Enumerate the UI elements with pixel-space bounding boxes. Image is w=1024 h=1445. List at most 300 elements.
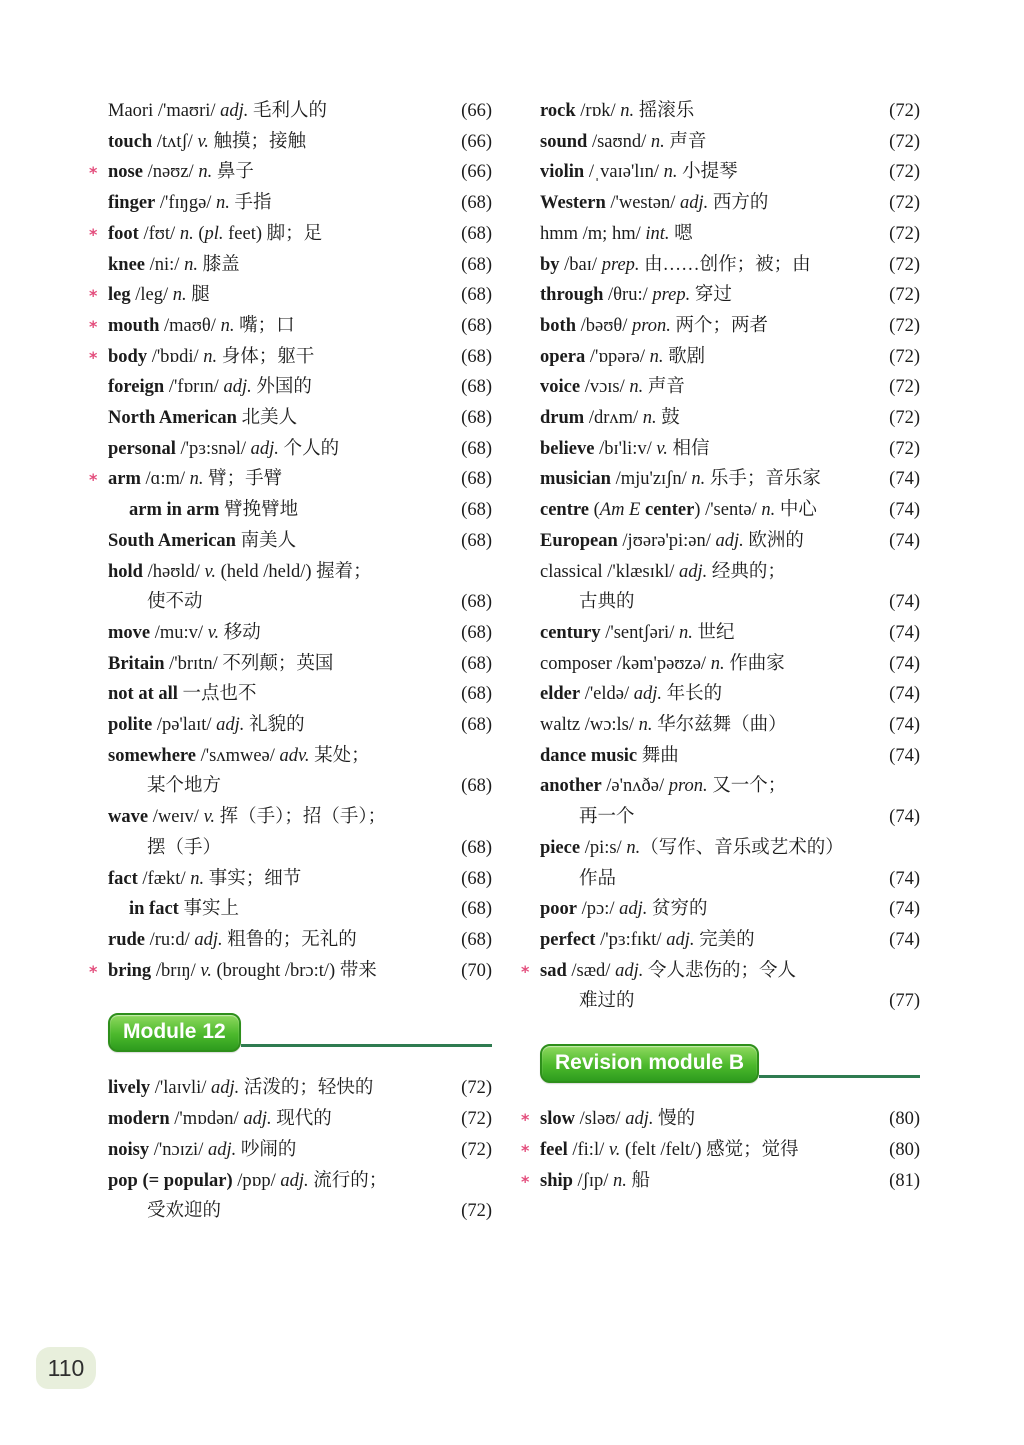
- entry-word: lively: [108, 1078, 151, 1099]
- entry-text: [108, 434, 339, 465]
- entry-phonetic: /leg/: [130, 285, 173, 306]
- entry-phonetic: /'eldə/: [580, 684, 634, 705]
- star-marker-icon: *: [521, 1110, 530, 1130]
- star-marker-icon: *: [89, 163, 98, 183]
- entry-phonetic: /'sʌmweə/: [196, 745, 280, 766]
- entry-text: [108, 342, 314, 373]
- entry-word: poor: [540, 899, 577, 920]
- vocab-entry: [540, 403, 920, 434]
- entry-text: [540, 127, 706, 158]
- entry-pos: adj.: [280, 1170, 309, 1191]
- vocab-entry: [108, 96, 492, 127]
- page-ref: (72): [889, 285, 920, 306]
- entry-word: feel: [540, 1139, 568, 1160]
- entry-phonetic: /baɪ/: [559, 254, 602, 275]
- entry-phonetic: /fi:l/: [567, 1139, 609, 1160]
- entry-text: [540, 372, 685, 403]
- entry-word: musician: [540, 469, 611, 490]
- entry-word: foot: [108, 223, 139, 244]
- entry-word: sad: [540, 960, 567, 981]
- entry-translation: 舞曲: [637, 745, 679, 766]
- vocab-entry: [540, 925, 920, 956]
- star-marker-icon: *: [521, 961, 530, 981]
- entry-word: believe: [540, 438, 595, 459]
- entry-translation: 北美人: [236, 408, 298, 429]
- vocab-entry: [108, 802, 492, 863]
- page-ref: (74): [889, 868, 920, 889]
- page-ref: (72): [889, 377, 920, 398]
- entry-text: [108, 1104, 332, 1135]
- entry-phonetic: /θru:/: [603, 285, 653, 306]
- vocab-entry: [540, 96, 920, 127]
- page-ref: (72): [461, 1201, 492, 1222]
- entry-text: [540, 618, 734, 649]
- entry-translation: 船: [626, 1170, 651, 1191]
- entry-word: foreign: [108, 377, 165, 398]
- entry-translation: 西方的: [708, 193, 769, 214]
- entry-word: center: [644, 500, 695, 521]
- vocab-entry: [108, 864, 492, 895]
- entry-translation: 某个地方: [147, 776, 222, 797]
- entry-phonetic: /kəm'pəʊzə/: [611, 653, 711, 674]
- vocab-entry: [89, 956, 492, 987]
- entry-pos: n.: [172, 285, 187, 306]
- page-ref: (72): [889, 315, 920, 336]
- vocab-entry: [89, 311, 492, 342]
- entry-translation: 感觉；觉得: [706, 1139, 799, 1160]
- entry-word: classical: [540, 561, 603, 582]
- page-ref: (68): [461, 776, 492, 797]
- entry-text: [540, 464, 821, 495]
- vocab-entry: [108, 925, 492, 956]
- entry-phonetic: (: [193, 223, 205, 244]
- entry-phonetic: (held /held/): [215, 561, 317, 582]
- vocab-entry: [108, 188, 492, 219]
- vocab-entry: [540, 649, 920, 680]
- entry-pos: n.: [184, 254, 198, 275]
- entry-pos: n.: [691, 469, 706, 490]
- entry-pos: v.: [207, 622, 220, 643]
- entry-phonetic: /ˌvaɪə'lɪn/: [584, 162, 664, 183]
- entry-text: [108, 157, 254, 188]
- entry-word: arm in arm: [129, 500, 220, 521]
- entry-text: [540, 96, 694, 127]
- page-number-chip: 110: [36, 1347, 96, 1389]
- entry-word: violin: [540, 162, 585, 183]
- entry-word: leg: [108, 285, 131, 306]
- entry-word: South American: [108, 530, 236, 551]
- entry-word: European: [540, 530, 618, 551]
- entry-text: [540, 894, 708, 925]
- entry-text: [540, 833, 844, 864]
- entry-text: [108, 219, 322, 250]
- entry-phonetic: /nəʊz/: [142, 162, 199, 183]
- vocab-entry: [108, 1166, 492, 1227]
- entry-word: composer: [540, 653, 612, 674]
- entry-text: [108, 710, 305, 741]
- entry-translation: 外国的: [251, 377, 312, 398]
- entry-text: [540, 956, 796, 987]
- vocab-entry: [540, 833, 920, 894]
- vocab-entry: [540, 434, 920, 465]
- entry-word: knee: [108, 254, 145, 275]
- entry-translation: 握着；: [316, 561, 372, 582]
- entry-pos: adj.: [715, 530, 744, 551]
- page-ref: (68): [461, 684, 492, 705]
- page-ref: (74): [889, 622, 920, 643]
- entry-phonetic: /ɑ:m/: [140, 469, 190, 490]
- entry-phonetic: /weɪv/: [148, 807, 204, 828]
- vocab-entry: [540, 710, 920, 741]
- entry-phonetic: /pɔ:/: [577, 899, 620, 920]
- entry-pos: pron.: [632, 315, 671, 336]
- entry-pos: prep.: [601, 254, 640, 275]
- entry-translation: 贫穷的: [647, 899, 708, 920]
- entry-word: ship: [540, 1170, 573, 1191]
- star-marker-icon: *: [89, 470, 98, 490]
- entry-translation: 年长的: [662, 684, 723, 705]
- entry-text: [108, 280, 210, 311]
- entry-translation: 带来: [339, 960, 377, 981]
- entry-phonetic: /mu:v/: [150, 622, 208, 643]
- entry-pos: n.: [710, 653, 725, 674]
- vocab-entry: [108, 495, 492, 526]
- entry-text: [108, 311, 295, 342]
- entry-pos: adj.: [633, 684, 663, 705]
- entry-pos: n.: [678, 622, 693, 643]
- entry-translation: 作品: [579, 868, 617, 889]
- entry-translation: 古典的: [579, 592, 635, 613]
- page-ref: (68): [461, 408, 492, 429]
- page-ref: (74): [889, 715, 920, 736]
- entry-text: [108, 96, 327, 127]
- entry-phonetic: /'nɔɪzi/: [149, 1139, 208, 1160]
- entry-translation: 小提琴: [677, 162, 738, 183]
- entry-word: piece: [540, 837, 581, 858]
- entry-text: [540, 188, 768, 219]
- entry-translation: 鼻子: [212, 162, 254, 183]
- vocab-entry: [108, 741, 492, 802]
- entry-translation: 慢的: [653, 1109, 696, 1130]
- entry-phonetic: /mju'zɪʃn/: [610, 469, 692, 490]
- entry-phonetic: /jʊərə'pi:ən/: [617, 530, 716, 551]
- entry-phonetic: (: [588, 500, 600, 521]
- entry-translation: 两个；两者: [670, 315, 769, 336]
- entry-translation: 受欢迎的: [147, 1201, 222, 1222]
- entry-text: [108, 894, 239, 925]
- page-ref: (81): [889, 1170, 920, 1191]
- vocab-entry: [108, 127, 492, 158]
- page-ref: (68): [461, 592, 492, 613]
- page-ref: (72): [889, 223, 920, 244]
- entry-phonetic: feet): [223, 223, 267, 244]
- entry-phonetic: /'bɒdi/: [147, 346, 204, 367]
- vocab-entry: [108, 1135, 492, 1166]
- entry-word: sound: [540, 131, 588, 152]
- entry-phonetic: /ni:/: [145, 254, 185, 275]
- vocab-column-left: [89, 96, 492, 1227]
- entry-pos: n.: [613, 1170, 627, 1191]
- vocab-entry: [540, 188, 920, 219]
- entry-text: [540, 434, 710, 465]
- page-ref: (74): [889, 469, 920, 490]
- entry-phonetic: /saʊnd/: [587, 131, 651, 152]
- entry-translation: 某处；: [309, 745, 370, 766]
- entry-pos: n.: [638, 715, 653, 736]
- entry-text: [540, 679, 722, 710]
- entry-translation: 再一个: [579, 807, 635, 828]
- entry-word: not at all: [108, 684, 178, 705]
- entry-word: another: [540, 776, 602, 797]
- entry-word: hmm: [540, 223, 579, 244]
- page-ref: (68): [461, 346, 492, 367]
- entry-phonetic: /'ɒpərə/: [585, 346, 650, 367]
- entry-pos: v.: [608, 1139, 621, 1160]
- entry-pos: adv.: [279, 745, 310, 766]
- entry-text: [108, 250, 240, 281]
- entry-text: [540, 311, 768, 342]
- entry-translation: 摇滚乐: [634, 101, 695, 121]
- entry-phonetic: ): [694, 500, 706, 521]
- page-ref: (68): [461, 837, 492, 858]
- page-ref: (68): [461, 377, 492, 398]
- entry-phonetic: /'pɜ:fɪkt/: [595, 929, 667, 950]
- entry-text: [108, 679, 257, 710]
- entry-translation: 相信: [667, 438, 710, 459]
- page-ref: (68): [461, 622, 492, 643]
- entry-translation: 活泼的；轻快的: [239, 1078, 374, 1099]
- vocab-entry: [108, 526, 492, 557]
- entry-translation: 一点也不: [177, 684, 257, 705]
- entry-pos: n.: [649, 346, 664, 367]
- entry-translation: 鼓: [656, 408, 680, 429]
- entry-pos: n.: [629, 377, 644, 398]
- entry-phonetic: /m; hm/: [578, 223, 646, 244]
- entry-phonetic: /'pɜ:snəl/: [175, 438, 251, 459]
- vocab-entry: [108, 894, 492, 925]
- entry-pos: Am E: [599, 500, 641, 521]
- entry-pos: v.: [203, 807, 216, 828]
- page-ref: (68): [461, 315, 492, 336]
- module-badge: Revision module B: [540, 1044, 759, 1083]
- page-ref: (66): [461, 131, 492, 152]
- entry-word: Maori: [108, 101, 154, 121]
- entry-translation: 作曲家: [724, 653, 785, 674]
- entry-pos: n.: [220, 315, 235, 336]
- entry-pos: n.: [650, 131, 665, 152]
- entry-pos: adj.: [207, 1139, 237, 1160]
- page-ref: (72): [461, 1109, 492, 1130]
- entry-text: [108, 495, 298, 526]
- vocab-entry: [521, 956, 920, 1017]
- vocab-entry: [108, 372, 492, 403]
- page-ref: (68): [461, 929, 492, 950]
- entry-translation: 吵闹的: [236, 1139, 297, 1160]
- page-ref: (74): [889, 807, 920, 828]
- page-ref: (70): [461, 960, 492, 981]
- entry-word: wave: [108, 807, 149, 828]
- entry-translation: 毛利人的: [248, 101, 328, 121]
- entry-text: [108, 956, 377, 987]
- entry-translation: 穿过: [690, 285, 732, 306]
- vocab-entry: [521, 1166, 920, 1197]
- page-ref: (74): [889, 899, 920, 920]
- vocab-entry: [540, 894, 920, 925]
- entry-translation: 乐手；音乐家: [705, 469, 821, 490]
- entry-text: [540, 219, 693, 250]
- vocab-entry: [540, 771, 920, 832]
- entry-pos: v.: [204, 561, 216, 582]
- page-ref: (72): [889, 193, 920, 214]
- page-ref: (80): [889, 1139, 920, 1160]
- entry-phonetic: /'laɪvli/: [150, 1078, 212, 1099]
- entry-word: touch: [108, 131, 153, 152]
- star-marker-icon: *: [89, 347, 98, 367]
- entry-translation: 世纪: [692, 622, 735, 643]
- entry-translation: 声音: [643, 377, 685, 398]
- entry-pos: adj.: [679, 561, 708, 582]
- entry-text: [540, 157, 738, 188]
- page-ref: (72): [889, 162, 920, 183]
- entry-translation: 臂挽臂地: [219, 500, 299, 521]
- entry-word: slow: [540, 1109, 575, 1130]
- entry-translation: 身体；躯干: [217, 346, 315, 367]
- entry-phonetic: /tʌtʃ/: [152, 131, 198, 152]
- page-ref: (68): [461, 469, 492, 490]
- entry-phonetic: /fʊt/: [138, 223, 180, 244]
- entry-pos: n.: [203, 346, 218, 367]
- entry-text: [540, 1104, 695, 1135]
- page-ref: (72): [461, 1078, 492, 1099]
- star-marker-icon: *: [89, 316, 98, 336]
- entry-word: somewhere: [108, 745, 197, 766]
- vocab-entry: [108, 1104, 492, 1135]
- entry-text: [108, 464, 282, 495]
- entry-pos: adj.: [680, 193, 709, 214]
- entry-phonetic: /'mɒdən/: [169, 1109, 244, 1130]
- entry-translation: 事实上: [178, 899, 239, 920]
- entry-word: modern: [108, 1109, 170, 1130]
- entry-phonetic: (brought /brɔ:t/): [211, 960, 340, 981]
- entry-phonetic: /pi:s/: [580, 837, 627, 858]
- entry-text: [540, 741, 679, 772]
- page-ref: (72): [889, 131, 920, 152]
- vocab-entry: [540, 679, 920, 710]
- entry-pos: pron.: [668, 776, 708, 797]
- page-ref: (68): [461, 868, 492, 889]
- entry-word: perfect: [540, 929, 596, 950]
- entry-text: [540, 280, 732, 311]
- entry-phonetic: /brɪŋ/: [151, 960, 201, 981]
- entry-translation: 完美的: [694, 929, 755, 950]
- page-ref: (74): [889, 653, 920, 674]
- entry-word: centre: [540, 500, 589, 521]
- entry-pos: adj.: [211, 1078, 240, 1099]
- entry-phonetic: /sləʊ/: [574, 1109, 626, 1130]
- entry-translation: 南美人: [235, 530, 297, 551]
- entry-translation: 移动: [219, 622, 261, 643]
- page-ref: (66): [461, 162, 492, 183]
- entry-word: fact: [108, 868, 138, 889]
- page-ref: (68): [461, 223, 492, 244]
- entry-text: [108, 557, 372, 588]
- entry-pos: adj.: [216, 715, 245, 736]
- page-ref: (72): [461, 1139, 492, 1160]
- module-badge: Module 12: [108, 1013, 241, 1052]
- entry-text: [540, 557, 786, 588]
- entry-word: drum: [540, 408, 585, 429]
- entry-text: [540, 1135, 799, 1166]
- entry-text: [540, 649, 785, 680]
- entry-translation: 歌剧: [663, 346, 706, 367]
- page-ref: (74): [889, 745, 920, 766]
- entry-pos: n.: [620, 101, 635, 121]
- entry-word: elder: [540, 684, 581, 705]
- entry-text: [108, 649, 333, 680]
- entry-translation: 事实；细节: [204, 868, 302, 889]
- entry-phonetic: /ru:d/: [145, 929, 195, 950]
- entry-pos: adj.: [220, 101, 249, 121]
- module-rule: [241, 1044, 492, 1047]
- entry-pos: n.: [190, 868, 205, 889]
- vocab-entry: [89, 280, 492, 311]
- entry-pos: n.: [642, 408, 657, 429]
- entry-text: [540, 1166, 650, 1197]
- page-ref: (80): [889, 1109, 920, 1130]
- entry-phonetic: /'fɒrɪn/: [164, 377, 224, 398]
- entry-word: century: [540, 622, 601, 643]
- entry-word: noisy: [108, 1139, 150, 1160]
- entry-text: [108, 403, 297, 434]
- page-ref: (68): [461, 715, 492, 736]
- entry-translation: 礼貌的: [244, 715, 305, 736]
- page-ref: (66): [461, 101, 492, 121]
- entry-phonetic: /drʌm/: [584, 408, 643, 429]
- entry-translation: 臂；手臂: [203, 469, 283, 490]
- entry-translation: 不列颠；英国: [222, 653, 334, 674]
- page-ref: (72): [889, 408, 920, 429]
- entry-word: waltz: [540, 715, 581, 736]
- vocab-entry: [89, 342, 492, 373]
- entry-text: [540, 250, 811, 281]
- entry-word: finger: [108, 193, 156, 214]
- entry-phonetic: /ə'nʌðə/: [601, 776, 669, 797]
- vocab-entry: [108, 1073, 492, 1104]
- entry-text: [108, 618, 261, 649]
- entry-pos: adj.: [250, 438, 279, 459]
- vocab-entry: [540, 219, 920, 250]
- entry-pos: n.: [179, 223, 194, 244]
- entry-pos: adj.: [619, 899, 648, 920]
- entry-translation: 经典的；: [707, 561, 786, 582]
- entry-translation: 难过的: [579, 991, 635, 1012]
- page-ref: (72): [889, 101, 920, 121]
- vocab-column-right: [521, 96, 920, 1196]
- entry-pos: n.: [189, 469, 204, 490]
- page-ref: (77): [889, 991, 920, 1012]
- vocab-entry: [521, 1135, 920, 1166]
- entry-phonetic: /rɒk/: [575, 101, 621, 121]
- entry-phonetic: /pɒp/: [232, 1170, 281, 1191]
- entry-phonetic: /sæd/: [566, 960, 616, 981]
- vocab-entry: [540, 557, 920, 618]
- entry-phonetic: /ʃɪp/: [572, 1170, 614, 1191]
- entry-word: Britain: [108, 653, 165, 674]
- vocab-entry: [540, 157, 920, 188]
- vocab-entry: [540, 250, 920, 281]
- entry-translation: 嘴；口: [234, 315, 295, 336]
- page-ref: (68): [461, 530, 492, 551]
